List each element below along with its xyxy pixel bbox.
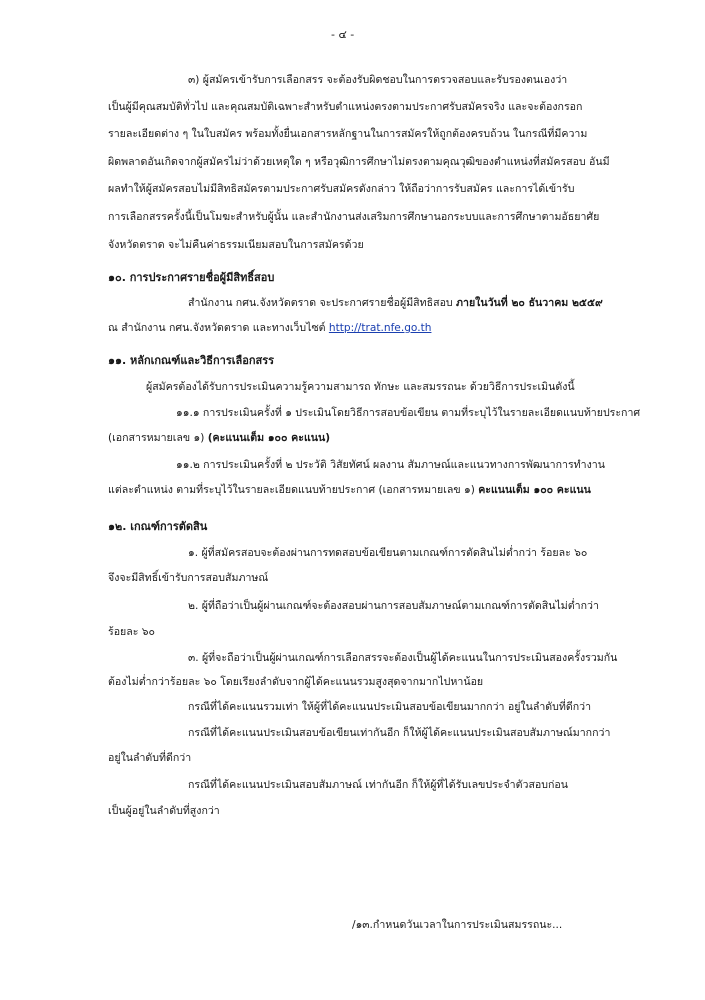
criteria-item-1-score-line <box>108 431 330 445</box>
judging-line: ๒. ผู้ที่ถือว่าเป็นผู้ผ่านเกณฑ์จะต้องสอบผ่านการสอบสัมภาษณ์ตามเกณฑ์การตัดสินไม่ต่ำกว่า <box>188 600 599 612</box>
criteria-item-2: ๑๑.๒ การประเมินครั้งที่ ๒ ประวัติ วิสัยทัศน์ ผลงาน สัมภาษณ์และแนวทางการพัฒนาการทำงาน <box>176 459 605 471</box>
section-heading: ๑๒. เกณฑ์การตัดสิน <box>108 520 208 533</box>
judging-line: กรณีที่ได้คะแนนประเมินสอบสัมภาษณ์ เท่ากันอีก ก็ให้ผู้ที่ได้รับเลขประจำตัวสอบก่อน <box>188 779 569 791</box>
paragraph-line: ผิดพลาดอันเกิดจากผู้สมัครไม่ว่าด้วยเหตุใด ๆ หรือวุฒิการศึกษาไม่ตรงตามคุณวุฒิของตำแหน่งที่สมัครสอบ อันมี <box>108 156 610 168</box>
paragraph-line: รายละเอียดต่าง ๆ ในใบสมัคร พร้อมทั้งยื่นเอกสารหลักฐานในการสมัครให้ถูกต้องครบถ้วน ในกรณีที่มีความ <box>108 128 588 140</box>
announcement-text: สำนักงาน กศน.จังหวัดตราด จะประกาศรายชื่อผู้มีสิทธิสอบ <box>188 297 457 309</box>
website-link[interactable]: http://trat.nfe.go.th <box>328 322 432 334</box>
judging-line: กรณีที่ได้คะแนนประเมินสอบข้อเขียนเท่ากันอีก ก็ให้ผู้ได้คะแนนประเมินสอบสัมภาษณ์มากกว่า <box>188 727 611 739</box>
paragraph-line: ๓) ผู้สมัครเข้ารับการเลือกสรร จะต้องรับผิดชอบในการตรวจสอบและรับรองตนเองว่า <box>188 74 568 86</box>
judging-line: ร้อยละ ๖๐ <box>108 626 155 638</box>
page-number: - ๔ - <box>331 28 355 41</box>
judging-line: กรณีที่ได้คะแนนรวมเท่า ให้ผู้ที่ได้คะแนนประเมินสอบข้อเขียนมากกว่า อยู่ในลำดับที่ดีกว่า <box>188 701 592 713</box>
criteria-item-1: ๑๑.๑ การประเมินครั้งที่ ๑ ประเมินโดยวิธีการสอบข้อเขียน ตามที่ระบุไว้ในรายละเอียดแนบท้ายประกาศ <box>176 407 641 419</box>
paragraph-line: จังหวัดตราด จะไม่คืนค่าธรรมเนียมสอบในการสมัครด้วย <box>108 239 364 251</box>
document-ref: (เอกสารหมายเลข ๑) <box>108 432 208 444</box>
criteria-item-2-score-line <box>108 483 591 497</box>
paragraph-line: การเลือกสรรครั้งนี้เป็นโมฆะสำหรับผู้นั้น และสำนักงานส่งเสริมการศึกษานอกระบบและการศึกษาตามอัธยาศัย <box>108 211 600 223</box>
document-ref: แต่ละตำแหน่ง ตามที่ระบุไว้ในรายละเอียดแนบท้ายประกาศ (เอกสารหมายเลข ๑) <box>108 484 479 496</box>
section-heading: ๑๐. การประกาศรายชื่อผู้มีสิทธิ์สอบ <box>108 271 275 284</box>
judging-line: ๑. ผู้ที่สมัครสอบจะต้องผ่านการทดสอบข้อเขียนตามเกณฑ์การตัดสินไม่ต่ำกว่า ร้อยละ ๖๐ <box>188 547 588 559</box>
announcement-date-line <box>188 296 603 310</box>
judging-line: จึงจะมีสิทธิ์เข้ารับการสอบสัมภาษณ์ <box>108 572 269 584</box>
location-text: ณ สำนักงาน กศน.จังหวัดตราด และทางเว็บไซต์ <box>108 322 329 334</box>
paragraph-line: ผลทำให้ผู้สมัครสอบไม่มีสิทธิสมัครตามประกาศรับสมัครดังกล่าว ให้ถือว่าการรับสมัคร และการได้เข้ารับ <box>108 183 575 195</box>
paragraph-line: เป็นผู้มีคุณสมบัติทั่วไป และคุณสมบัติเฉพาะสำหรับตำแหน่งตรงตามประกาศรับสมัครจริง และจะต้องกรอก <box>108 101 583 113</box>
full-score: คะแนนเต็ม ๑๐๐ คะแนน <box>478 484 591 496</box>
announcement-location-line <box>108 321 431 335</box>
section-intro: ผู้สมัครต้องได้รับการประเมินความรู้ความสามารถ ทักษะ และสมรรถนะ ด้วยวิธีการประเมินดังนี้ <box>146 381 575 393</box>
continuation-note: /๑๓.กำหนดวันเวลาในการประเมินสมรรถนะ... <box>352 919 563 931</box>
section-heading: ๑๑. หลักเกณฑ์และวิธีการเลือกสรร <box>108 354 275 367</box>
judging-line: อยู่ในลำดับที่ดีกว่า <box>108 752 192 764</box>
judging-line: ต้องไม่ต่ำกว่าร้อยละ ๖๐ โดยเรียงลำดับจากผู้ได้คะแนนรวมสูงสุดจากมากไปหาน้อย <box>108 676 484 688</box>
announcement-date: ภายในวันที่ ๒๐ ธันวาคม ๒๕๕๙ <box>456 297 603 309</box>
full-score: (คะแนนเต็ม ๑๐๐ คะแนน) <box>207 432 331 444</box>
judging-line: เป็นผู้อยู่ในลำดับที่สูงกว่า <box>108 805 220 817</box>
judging-line: ๓. ผู้ที่จะถือว่าเป็นผู้ผ่านเกณฑ์การเลือกสรรจะต้องเป็นผู้ได้คะแนนในการประเมินสองครั้งรวมกัน <box>188 652 618 664</box>
